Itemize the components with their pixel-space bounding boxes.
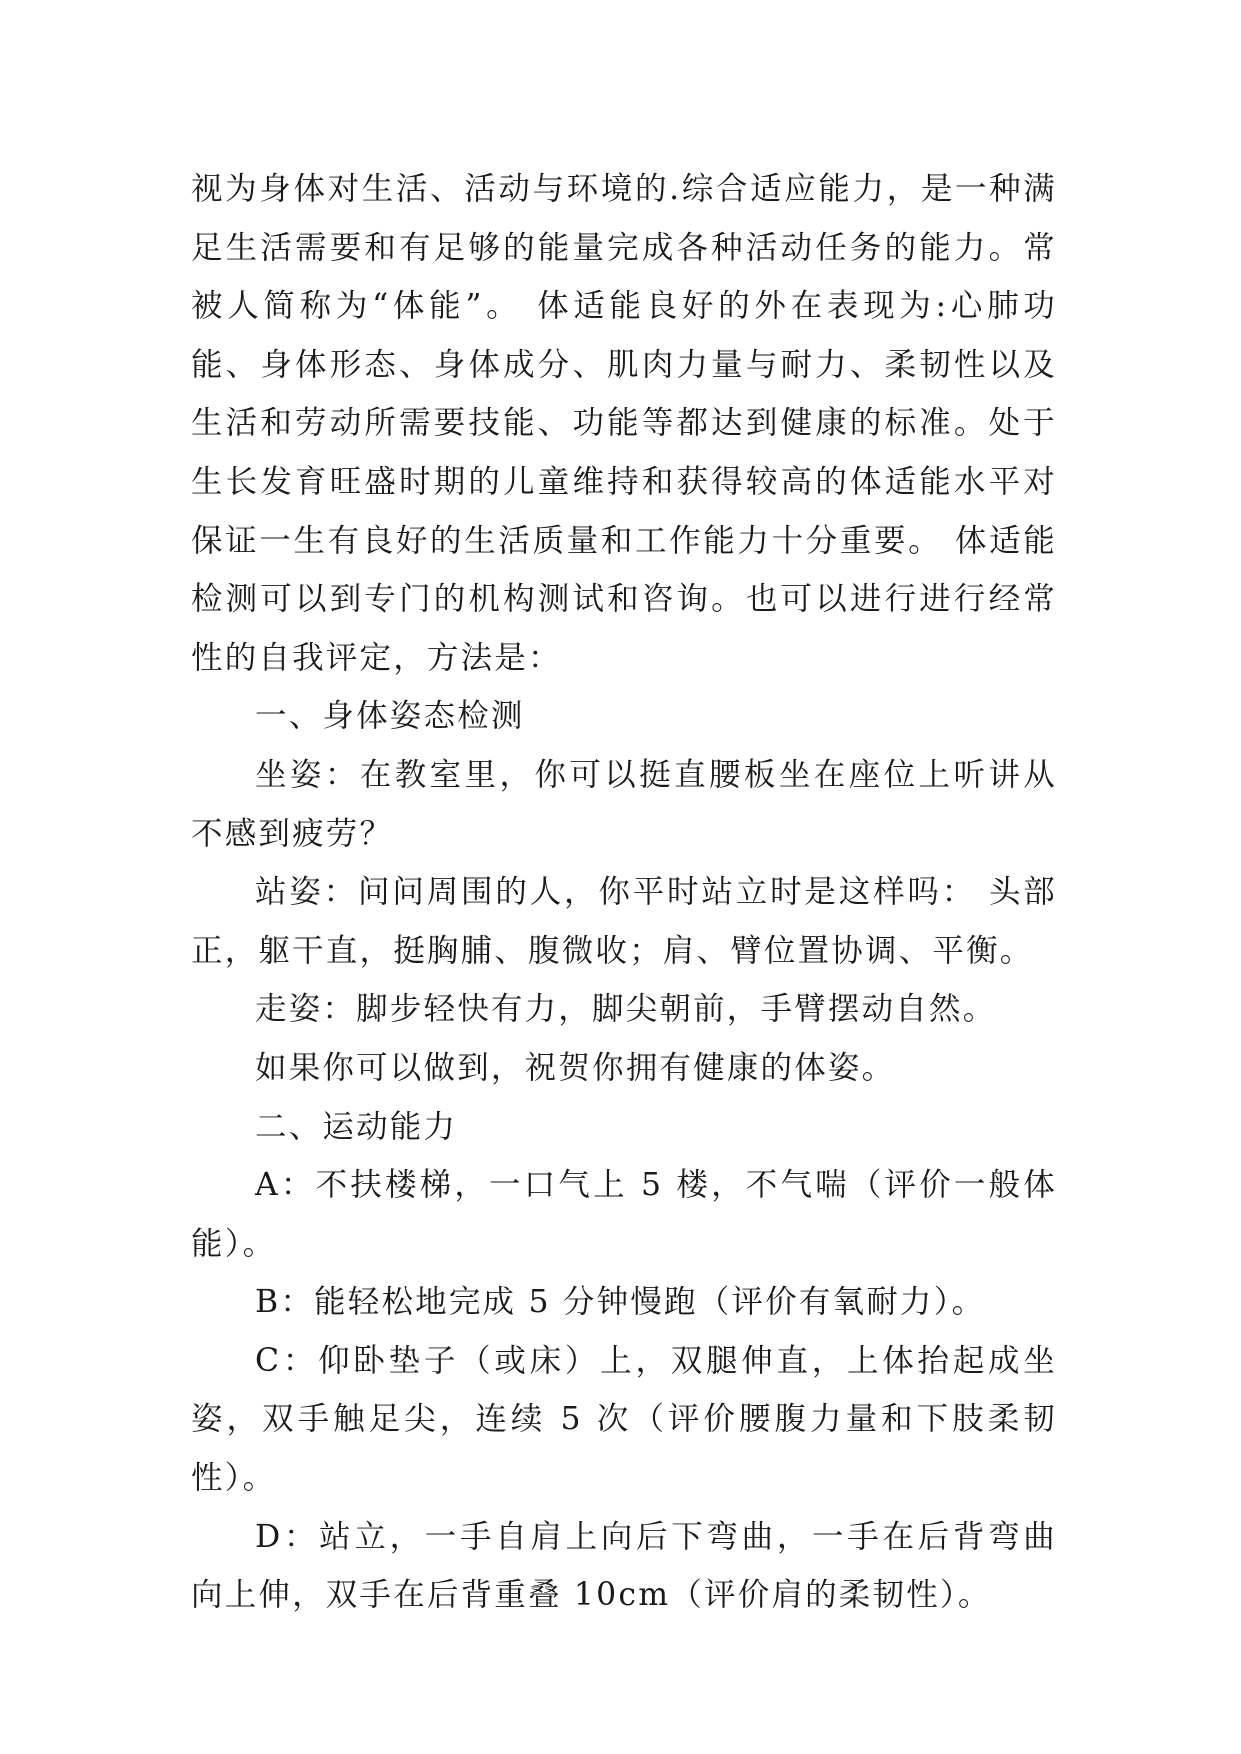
sitting-posture-paragraph: 坐姿：在教室里，你可以挺直腰板坐在座位上听讲从不感到疲劳？ bbox=[191, 756, 1057, 852]
section-heading-motor-ability: 二、运动能力 bbox=[255, 1108, 458, 1145]
test-item-d: D：站立，一手自肩上向后下弯曲，一手在后背弯曲向上伸，双手在后背重叠 10cm（评价肩的柔韧性）。 bbox=[191, 1518, 1057, 1614]
document-body bbox=[191, 160, 1057, 1625]
intro-paragraph: 视为身体对生活、活动与环境的.综合适应能力，是一种满足生活需要和有足够的能量完成各种活动任务的能力。常被人简称为“体能”。 体适能良好的外在表现为:心肺功能、身体形态、身体成分、肌肉力量与耐力、柔韧性以及生活和劳动所需要技能、功能等都达到健康的标准。处于生长发育旺盛时期的儿童维持和获得较高的体适能水平对保证一生有良好的生活质量和工作能力十分重要。 体适能检测可以到专门的机构测试和咨询。也可以进行进行经常性的自我评定，方法是： bbox=[191, 171, 1057, 676]
standing-posture-paragraph: 站姿：问问周围的人，你平时站立时是这样吗： 头部正，躯干直，挺胸脯、腹微收；肩、臂位置协调、平衡。 bbox=[191, 874, 1057, 969]
test-item-c: C：仰卧垫子（或床）上，双腿伸直，上体抬起成坐姿，双手触足尖，连续 5 次（评价腰腹力量和下肢柔韧性）。 bbox=[191, 1342, 1057, 1497]
test-item-a: A：不扶楼梯，一口气上 5 楼，不气喘（评价一般体能）。 bbox=[191, 1167, 1057, 1262]
walking-posture-paragraph: 走姿：脚步轻快有力，脚尖朝前，手臂摆动自然。 bbox=[255, 991, 997, 1028]
congrats-paragraph: 如果你可以做到，祝贺你拥有健康的体姿。 bbox=[255, 1049, 896, 1086]
section-heading-posture: 一、身体姿态检测 bbox=[255, 698, 525, 735]
test-item-b: B：能轻松地完成 5 分钟慢跑（评价有氧耐力）。 bbox=[255, 1284, 986, 1321]
